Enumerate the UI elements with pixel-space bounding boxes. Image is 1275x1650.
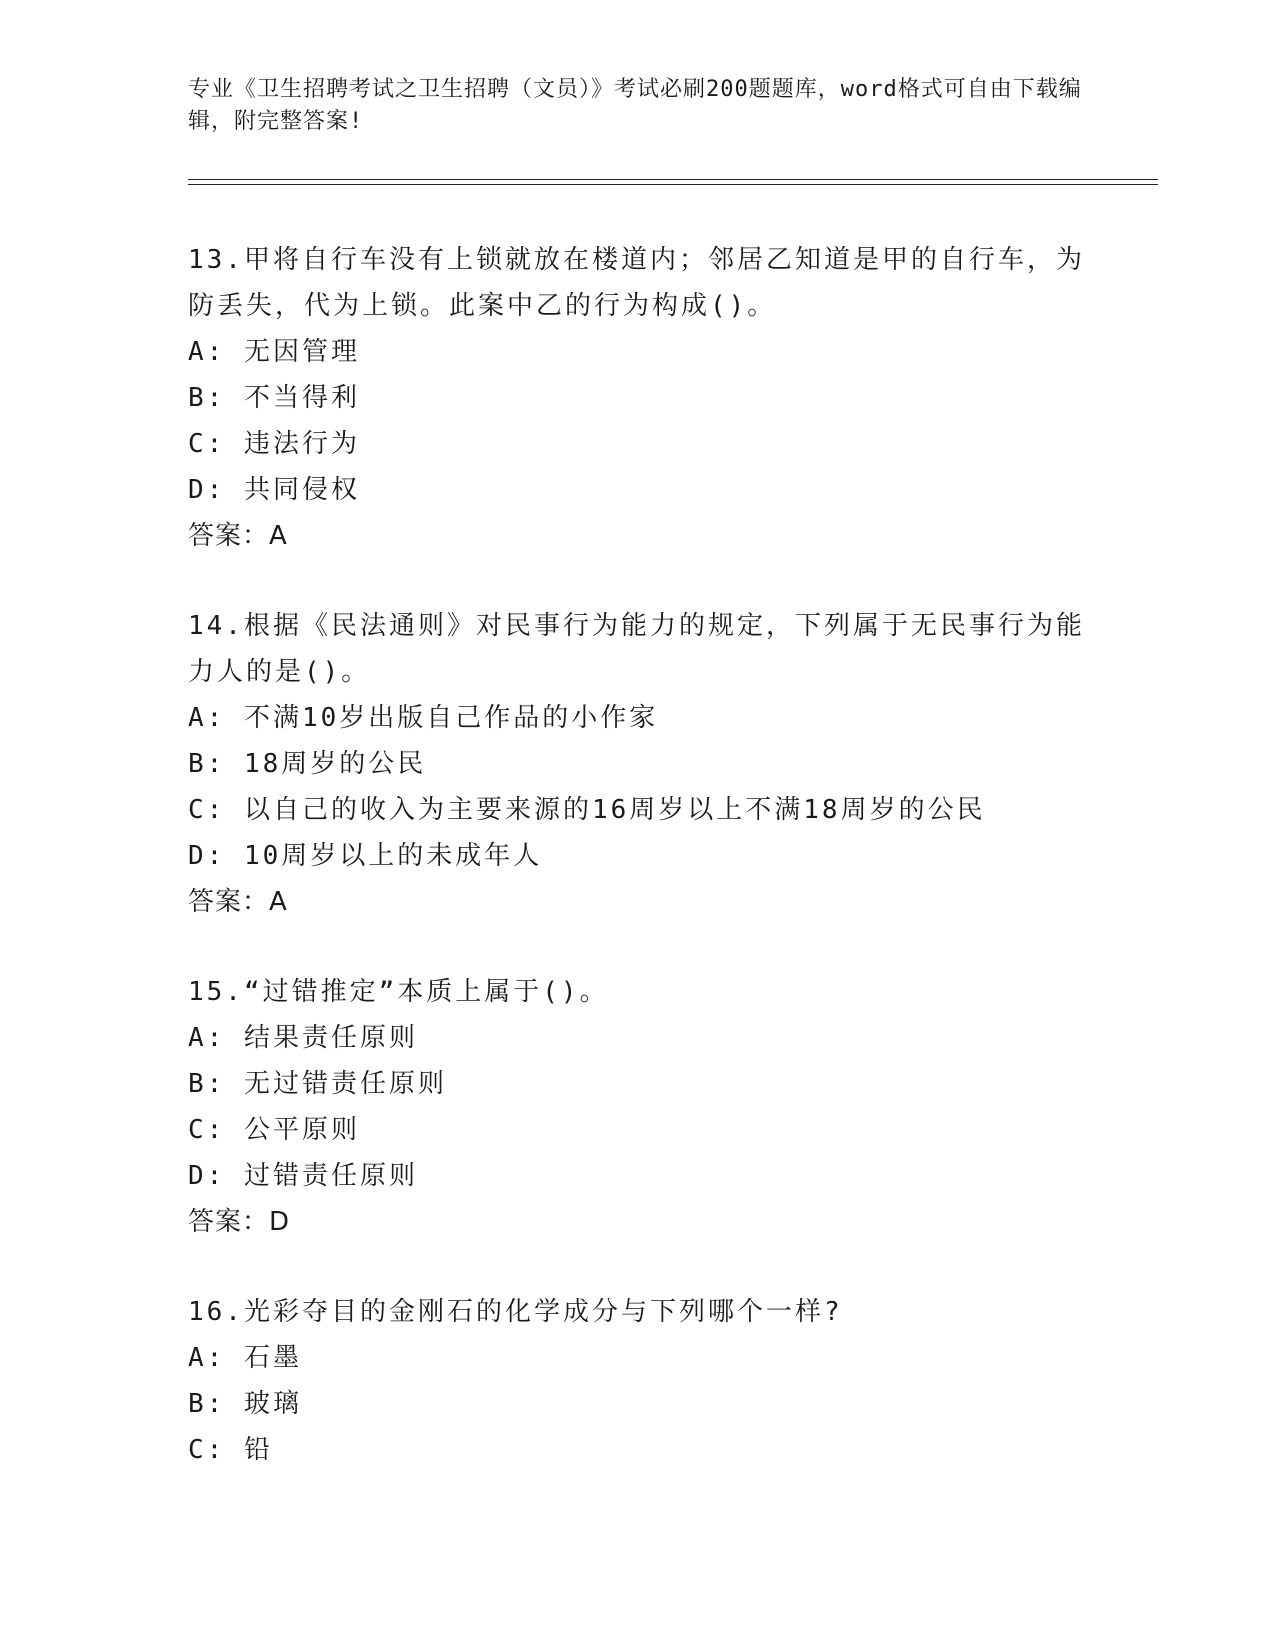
option-a: A: 不满10岁出版自己作品的小作家 xyxy=(188,703,659,733)
question-stem: 14.根据《民法通则》对民事行为能力的规定，下列属于无民事行为能力人的是()。 xyxy=(188,611,1085,687)
question-list xyxy=(188,237,1088,1517)
option-a: A: 结果责任原则 xyxy=(188,1023,418,1053)
option-d: D: 共同侵权 xyxy=(188,475,360,505)
option-d: D: 过错责任原则 xyxy=(188,1161,418,1191)
option-a: A: 石墨 xyxy=(188,1343,302,1373)
document-header: 专业《卫生招聘考试之卫生招聘（文员）》考试必刷200题题库，word格式可自由下载编辑，附完整答案! xyxy=(188,77,1082,134)
question-13 xyxy=(188,237,1088,559)
option-c: C: 以自己的收入为主要来源的16周岁以上不满18周岁的公民 xyxy=(188,795,986,825)
option-c: C: 铅 xyxy=(188,1435,273,1465)
header-divider-bottom xyxy=(188,184,1158,185)
question-15 xyxy=(188,969,1088,1245)
question-stem: 15.“过错推定”本质上属于()。 xyxy=(188,977,609,1007)
question-14 xyxy=(188,603,1088,925)
option-d: D: 10周岁以上的未成年人 xyxy=(188,841,543,871)
option-b: B: 18周岁的公民 xyxy=(188,749,427,779)
answer-label: 答案：A xyxy=(188,521,288,551)
answer-label: 答案：A xyxy=(188,887,288,917)
answer-label: 答案：D xyxy=(188,1207,291,1237)
question-stem: 13.甲将自行车没有上锁就放在楼道内；邻居乙知道是甲的自行车，为防丢失，代为上锁。此案中乙的行为构成()。 xyxy=(188,245,1085,321)
question-16 xyxy=(188,1289,1088,1473)
option-b: B: 无过错责任原则 xyxy=(188,1069,447,1099)
option-a: A: 无因管理 xyxy=(188,337,360,367)
option-c: C: 违法行为 xyxy=(188,429,360,459)
option-c: C: 公平原则 xyxy=(188,1115,360,1145)
question-stem: 16.光彩夺目的金刚石的化学成分与下列哪个一样? xyxy=(188,1297,843,1327)
option-b: B: 不当得利 xyxy=(188,383,360,413)
option-b: B: 玻璃 xyxy=(188,1389,302,1419)
header-divider-top xyxy=(188,179,1158,180)
